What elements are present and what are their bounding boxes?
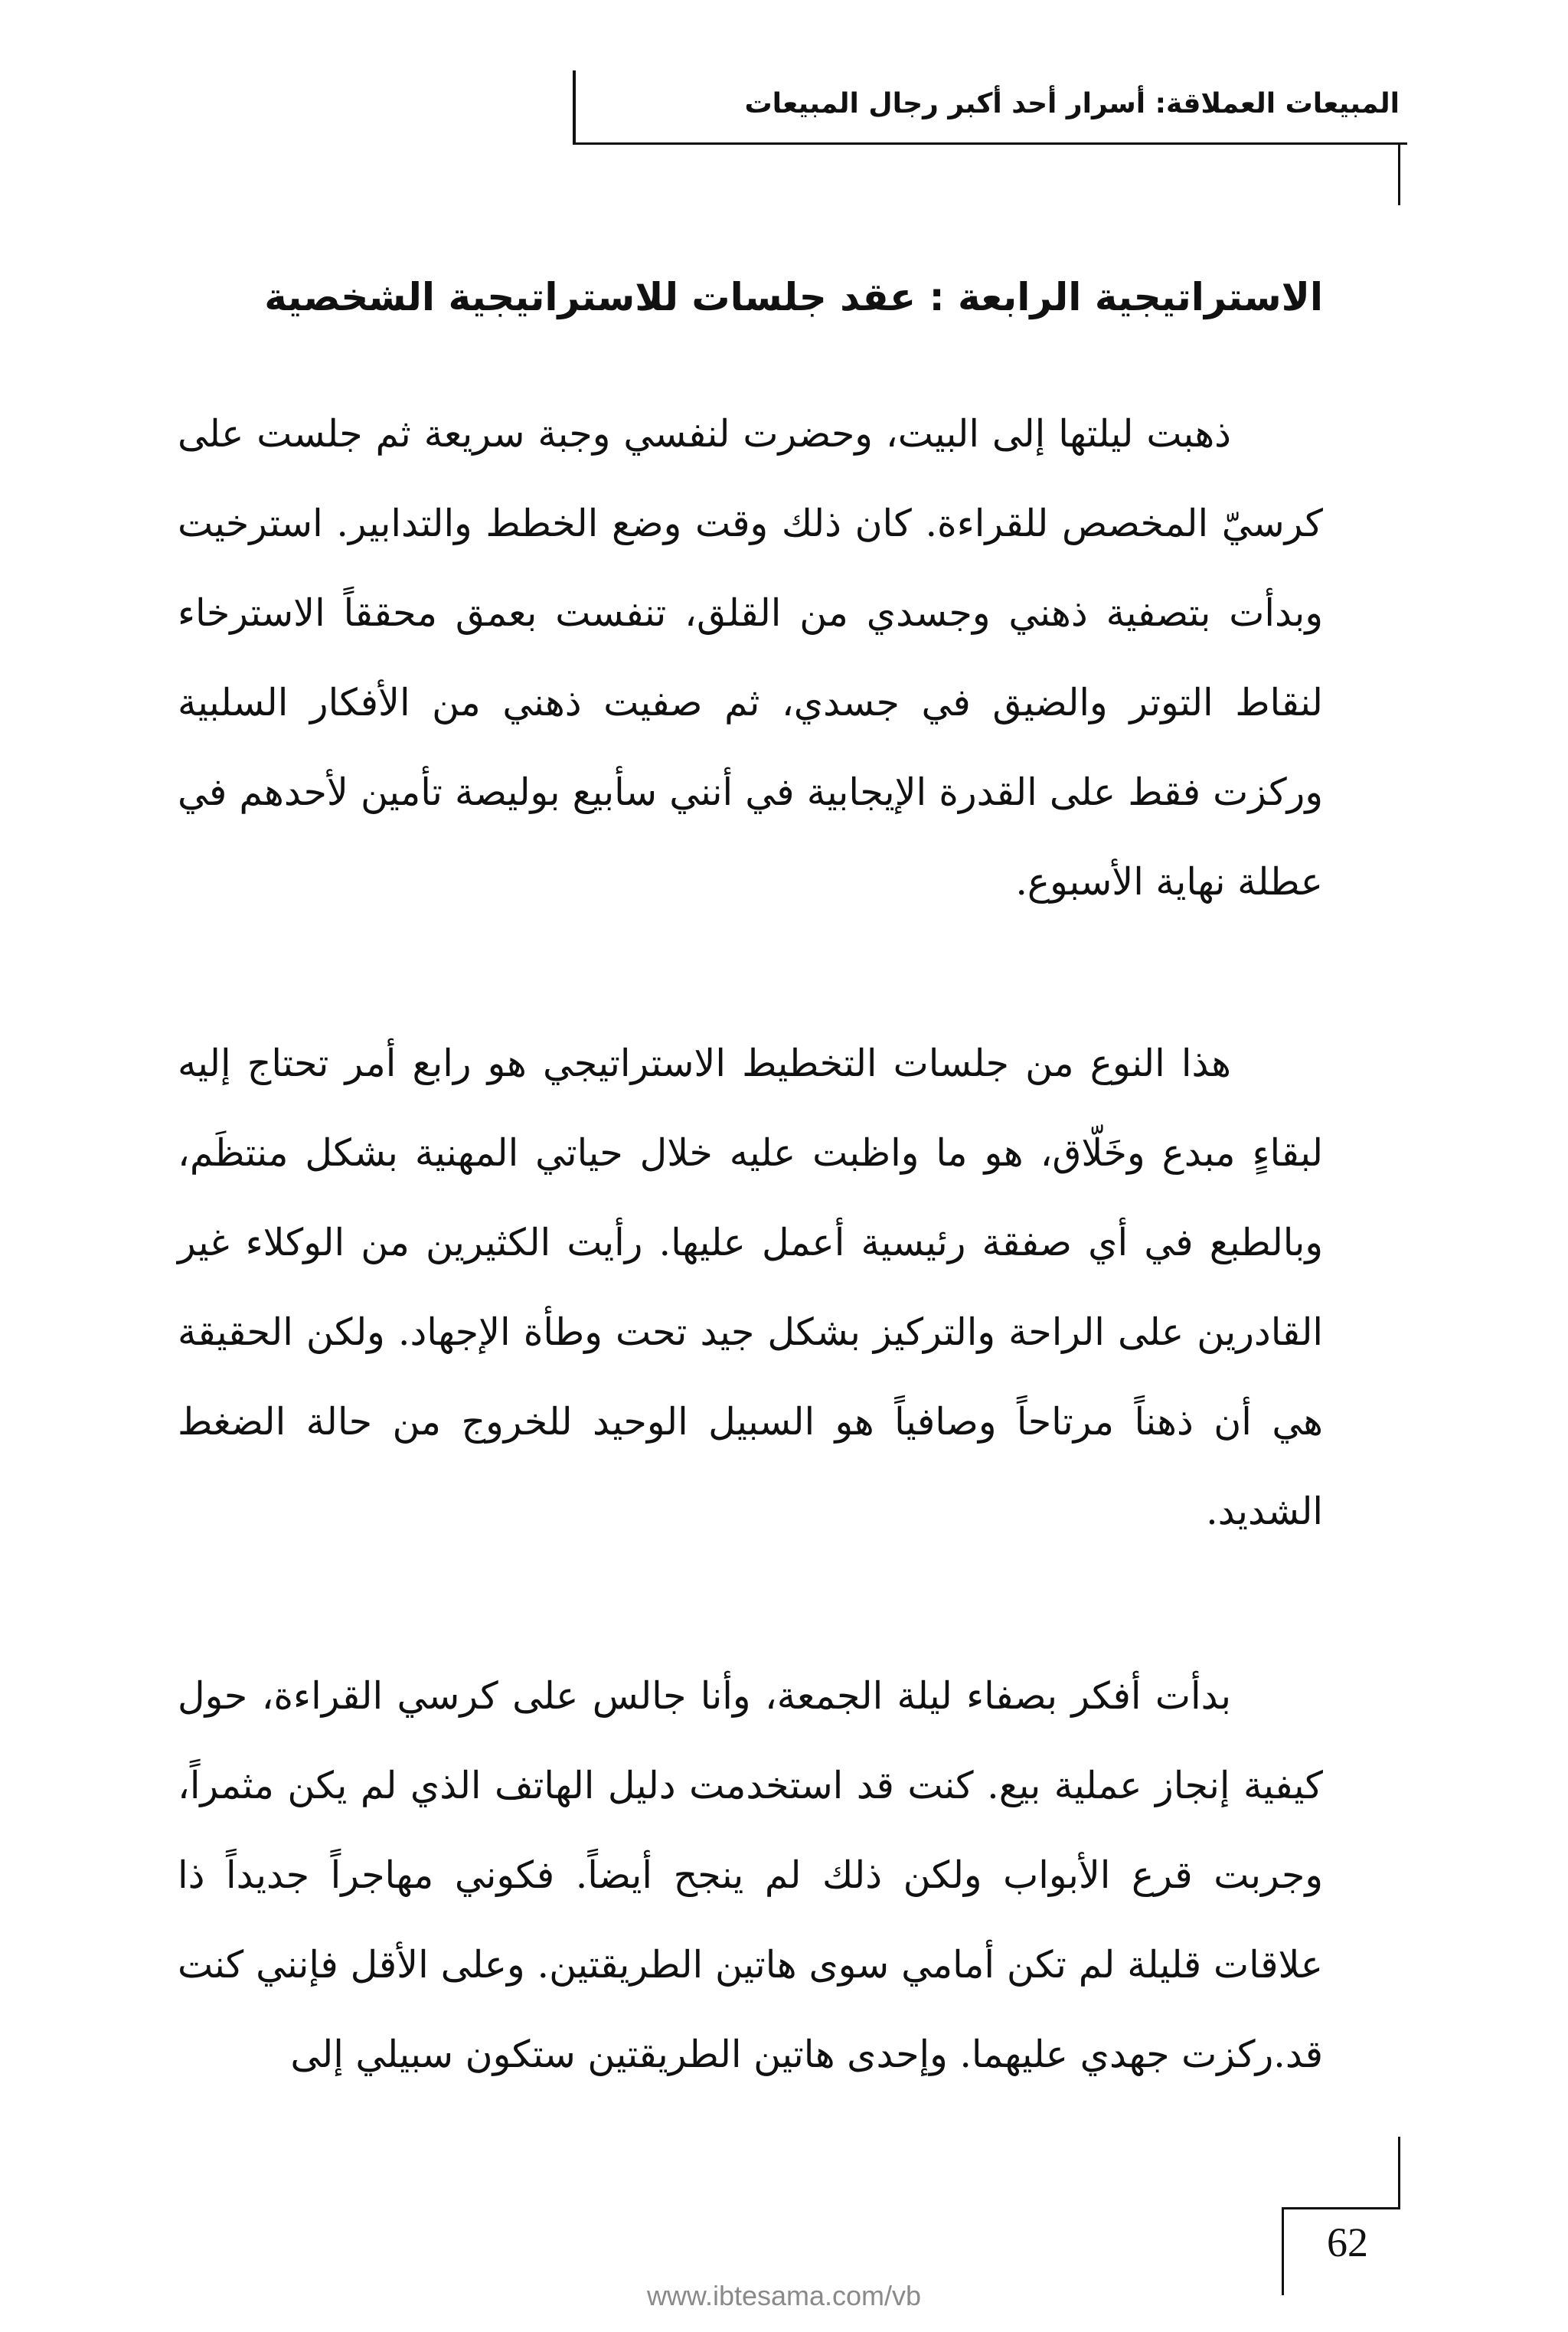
running-header: المبيعات العملاقة: أسرار أحد أكبر رجال المبيعات [744,88,1400,119]
section-heading: الاستراتيجية الرابعة : عقد جلسات للاستراتيجية الشخصية [264,275,1323,319]
header-rule [1398,142,1400,205]
body-paragraph: بدأت أفكر بصفاء ليلة الجمعة، وأنا جالس على كرسي القراءة، حول كيفية إنجاز عملية بيع. كنت قد استخدمت دليل الهاتف الذي لم يكن مثمراً، وجربت قرع الأبواب ولكن ذلك لم ينجح أيضاً. فكوني مهاجراً جديداً ذا علاقات قليلة لم تكن أمامي سوى هاتين الطريقتين. وعلى الأقل فإنني كنت قد.ركزت جهدي عليهما. وإحدى هاتين الطريقتين ستكون سبيلي إلى [178,1674,1323,2076]
page-number: 62 [1327,2219,1368,2265]
watermark-url: www.ibtesama.com/vb [646,2280,922,2311]
body-paragraph: هذا النوع من جلسات التخطيط الاستراتيجي هو رابع أمر تحتاج إليه لبقاءٍ مبدع وخَلّاق، هو ما واظبت عليه خلال حياتي المهنية بشكل منتظَم، وبالطبع في أي صفقة رئيسية أعمل عليها. رأيت الكثيرين من الوكلاء غير القادرين على الراحة والتركيز بشكل جيد تحت وطأة الإجهاد. ولكن الحقيقة هي أن ذهناً مرتاحاً وصافياً هو السبيل الوحيد للخروج من حالة الضغط الشديد. [178,1042,1323,1533]
footer-rule [1398,2137,1400,2207]
body-paragraph: ذهبت ليلتها إلى البيت، وحضرت لنفسي وجبة سريعة ثم جلست على كرسيّ المخصص للقراءة. كان ذلك وقت وضع الخطط والتدابير. استرخيت وبدأت بتصفية ذهني وجسدي من القلق، تنفست بعمق محققاً الاسترخاء لنقاط التوتر والضيق في جسدي، ثم صفيت ذهني من الأفكار السلبية وركزت فقط على القدرة الإيجابية في أنني سأبيع بوليصة تأمين لأحدهم في عطلة نهاية الأسبوع. [178,412,1323,904]
